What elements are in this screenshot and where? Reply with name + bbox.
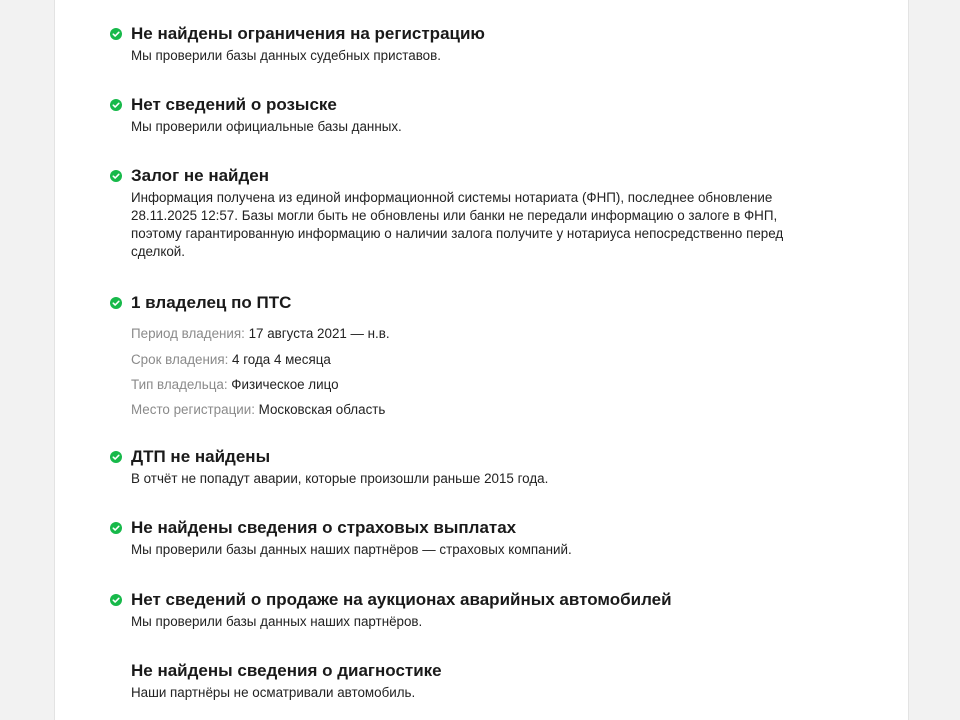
detail-value: Московская область	[258, 402, 386, 417]
report-card	[54, 0, 909, 720]
check-circle-icon	[110, 99, 122, 111]
detail-value: 17 августа 2021 — н.в.	[248, 326, 390, 341]
check-description: Информация получена из единой информационной системы нотариата (ФНП), последнее обновление 28.11.2025 12:57. Базы могли быть не обновлены или банки не передали информацию о залоге в ФНП, поэтому гарантированную информацию о наличии залога получите у нотариуса непосредственно перед сделкой.	[131, 190, 784, 259]
check-description: Мы проверили базы данных наших партнёров — страховых компаний.	[131, 542, 572, 557]
check-circle-icon	[110, 594, 122, 606]
check-title: ДТП не найдены	[131, 447, 271, 466]
detail-label: Место регистрации:	[131, 402, 259, 417]
detail-label: Срок владения:	[131, 352, 233, 367]
detail-value: Физическое лицо	[231, 377, 339, 392]
check-title: Не найдены сведения о страховых выплатах	[131, 518, 517, 537]
check-description: Мы проверили базы данных судебных приставов.	[131, 48, 441, 63]
owner-detail-row	[131, 376, 339, 394]
check-title: Нет сведений о розыске	[131, 95, 337, 114]
check-description: Наши партнёры не осматривали автомобиль.	[131, 685, 416, 700]
detail-label: Период владения:	[131, 326, 249, 341]
owner-detail-row	[131, 325, 390, 343]
check-circle-icon	[110, 451, 122, 463]
check-description: Мы проверили базы данных наших партнёров.	[131, 614, 423, 629]
check-circle-icon	[110, 297, 122, 309]
check-circle-icon	[110, 170, 122, 182]
check-title: Залог не найден	[131, 166, 270, 185]
check-circle-icon	[110, 28, 122, 40]
detail-label: Тип владельца:	[131, 377, 232, 392]
check-circle-icon	[110, 522, 122, 534]
check-title: Нет сведений о продаже на аукционах аварийных автомобилей	[131, 590, 672, 609]
check-title: Не найдены ограничения на регистрацию	[131, 24, 485, 43]
detail-value: 4 года 4 месяца	[232, 352, 331, 367]
owner-detail-row	[131, 351, 331, 369]
owner-detail-row	[131, 401, 385, 419]
check-title: 1 владелец по ПТС	[131, 293, 292, 312]
check-description: В отчёт не попадут аварии, которые произошли раньше 2015 года.	[131, 471, 549, 486]
check-title: Не найдены сведения о диагностике	[131, 661, 442, 680]
check-description: Мы проверили официальные базы данных.	[131, 119, 402, 134]
